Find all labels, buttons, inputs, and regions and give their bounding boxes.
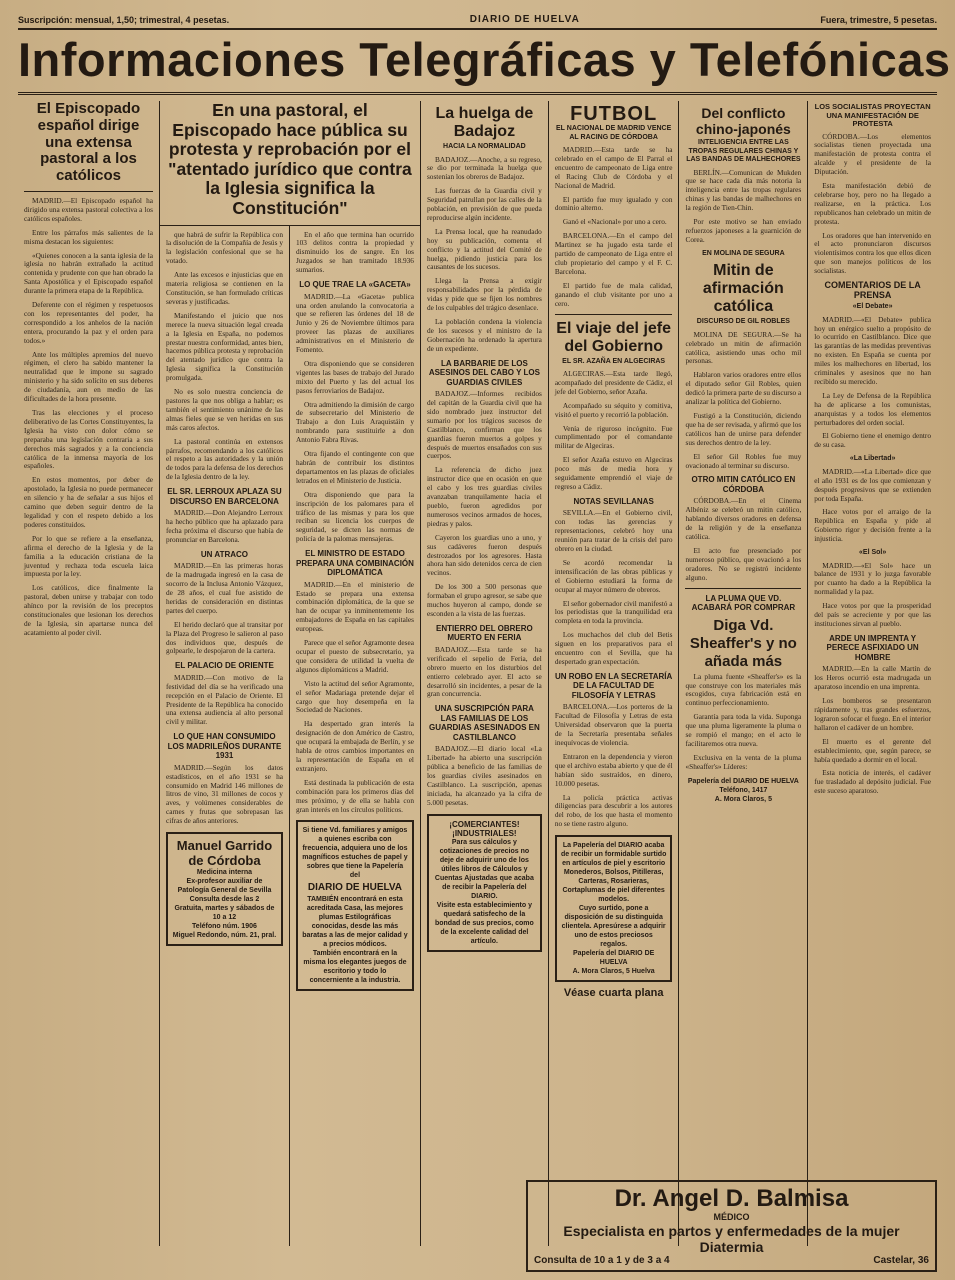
article-paragraph: Entre los párrafos más salientes de la misma destacan los siguientes:	[24, 227, 153, 246]
article-paragraph: BERLÍN.—Comunican de Mukden que se hace cada día más notoria la inteligencia entre las tropas regulares chinas y las bandas de malhechores en la región de Tien-Chin.	[685, 167, 802, 213]
kicker-gil-robles: DISCURSO DE GIL ROBLES	[696, 318, 790, 326]
article-paragraph: El acto fue presenciado por numeroso público, que ovacionó a los oradores. No se registró incidente alguno.	[685, 545, 802, 582]
article-paragraph: Ha despertado gran interés la designación de don Américo de Castro, que ocupará la embajada de Berlín, y se habla de otros cambios importantes en la representación de España en el extranjero.	[295, 719, 414, 773]
ad-line: A. Mora Claros, 5	[714, 795, 772, 803]
divider	[685, 588, 801, 589]
column-2	[160, 226, 290, 1246]
doctor-footer	[534, 1255, 929, 1266]
ad-line: Ex-profesor auxiliar de Patología General de Sevilla	[177, 878, 272, 895]
article-paragraph: Otra fijando el contingente con que habrán de contribuir los distintos departamentos en las plazas de oficiales letrados en el Ministerio de Justicia.	[295, 449, 414, 485]
column-7	[808, 101, 937, 1246]
headline-viaje-gobierno: El viaje del jefe del Gobierno	[556, 319, 672, 355]
top-bar	[18, 14, 937, 30]
article-paragraph: El señor Azaña estuvo en Algeciras poco más de media hora y seguidamente emprendió el viaje de regreso a Cádiz.	[554, 455, 673, 491]
article-paragraph: MADRID.—En la calle Martín de los Heros ocurrió esta madrugada un aparatoso incendio en una imprenta.	[814, 664, 931, 692]
article-paragraph: Otra disponiendo que se consideren vigentes las bases de trabajo del Jurado mixto del Puerto y las del actual los pasos ferroviarios de Badajoz.	[295, 358, 414, 395]
ad-line: Papelería del DIARIO DE HUELVA	[572, 950, 655, 967]
article-paragraph: MADRID.—La «Gaceta» publica una orden anulando la convocatoria a que se refieren las órdenes del 18 de Junio y 26 de Noviembre últimos para proveer las plazas de auxiliares administrativos en el Ministerio de Fomento.	[295, 291, 414, 355]
subhead-lerroux: EL SR. LERROUX APLAZA SU DISCURSO EN BARCELONA	[167, 487, 282, 506]
article-paragraph: MADRID.—«El Debate» publica hoy un enérgico suelto a propósito de lo ocurrido en Castilblanco. Dice que las garantías de las medidas preventivas no existen. En España se cuenta por miles los malhechores en libertad, los criminales y asesinos que no han recibido su merecido.	[814, 314, 931, 386]
ad-comerciantes	[427, 814, 542, 952]
article-paragraph: Los oradores que han intervenido en el acto pronunciaron discursos violentísimos contra los que ellos dicen que son manejos políticos de los socialistas.	[814, 230, 931, 276]
subhead-pluma: LA PLUMA QUE VD. ACABARÁ POR COMPRAR	[691, 593, 796, 613]
newspaper-name: DIARIO DE HUELVA	[469, 14, 580, 25]
article-paragraph: MADRID.—Esta tarde se ha celebrado en el campo de El Parral el encuentro de campeonato de Liga entre el Racing Club de Córdoba y el Nacional de Madrid.	[554, 145, 673, 190]
article-paragraph: MADRID.—«La Libertad» dice que el año 1931 es de los que comienzan y después progresivos que se extienden por toda España.	[814, 466, 931, 503]
article-paragraph: «Quienes conocen a la santa iglesia de la iglesia no habrán extrañado la actitud contenida y prudente con que han obrado la Santa Apostólica y el Episcopado español durante la primera etapa de la República.	[24, 250, 153, 296]
article-paragraph: MADRID.—Con motivo de la festividad del día se ha verificado una recepción en el Palacio de Oriente. El Presidente de la República ha conocido una extensa audiencia al alto personal civil y militar.	[165, 672, 283, 727]
subhead-sol: «El Sol»	[859, 549, 887, 557]
article-paragraph: Está destinada la publicación de esta combinación para los primeros días del mes próximo, y de ella se habla con gran interés en los círculos políticos.	[295, 777, 414, 814]
column-3	[290, 226, 420, 1246]
subhead-mitin-cordoba: OTRO MITIN CATÓLICO EN CÓRDOBA	[691, 475, 796, 494]
article-paragraph: Exclusiva en la venta de la pluma «Sheaffer's» Líderes:	[685, 752, 802, 771]
doctor-name: Dr. Angel D. Balmisa	[614, 1185, 849, 1212]
article-paragraph: Los bomberos se presentaron rápidamente y, tras grandes esfuerzos, lograron sofocar el fuego. En el interior hallaron el cadáver de un hombre.	[814, 696, 931, 732]
subhead-consumo: LO QUE HAN CONSUMIDO LOS MADRILEÑOS DURANTE 1931	[167, 732, 282, 761]
divider	[555, 314, 673, 315]
wide-block	[160, 101, 421, 1246]
article-paragraph: Hablaron varios oradores entre ellos el diputado señor Gil Robles, quien dedicó la primera parte de su discurso a analizar la política del Gobierno.	[685, 370, 802, 407]
doctor-address: Castelar, 36	[873, 1255, 929, 1266]
subscription-left: Suscripción: mensual, 1,50; trimestral, 4 pesetas.	[18, 14, 230, 25]
ad-line: La Papelería del DIARIO acaba de recibir un formidable surtido en artículos de piel y escritorio	[560, 842, 667, 868]
ad-garrido-name: Manuel Garrido de Córdoba	[176, 838, 273, 869]
kicker-molina: EN MOLINA DE SEGURA	[702, 249, 785, 257]
doctor-specialty: Especialista en partos y enfermedades de la mujer	[563, 1223, 900, 1239]
column-6	[679, 101, 808, 1246]
article-paragraph: El muerto es el gerente del establecimiento, que, según parece, se había quedado a dormir en el local.	[814, 736, 931, 764]
subhead-libertad: «La Libertad»	[849, 455, 896, 463]
ad-line: Teléfono núm. 1906	[192, 923, 257, 931]
article-paragraph: MADRID.—En el ministerio de Estado se prepara una extensa combinación diplomática, de la que se han de ocupar ya inminentemente los embajadores de España en las capitales europeas.	[295, 579, 414, 634]
ad-line: DIARIO DE HUELVA	[307, 882, 402, 894]
article-paragraph: BADAJOZ.—El diario local «La Libertad» ha abierto una suscripción pública a beneficio de las familias de los guardias civiles asesinados en Castilblanco. La suscripción, apenas iniciada, ha alcanzado ya la cifra de 5.000 pesetas.	[426, 744, 542, 807]
article-paragraph: Visto la actitud del señor Agramonte, el señor Madariaga pretende dejar el cargo que hoy desempeña en la Sociedad de Naciones.	[295, 678, 414, 715]
ad-doctor-balmisa	[526, 1180, 937, 1272]
ad-line: Papelería del DIARIO DE HUELVA	[687, 777, 799, 785]
ad-line: Si tiene Vd. familiares y amigos a quienes escriba con frecuencia, adquiera uno de los magníficos estuches de papel y sobres que tiene la Papelería del	[302, 827, 408, 880]
ad-line: TAMBIÉN encontrará en esta acreditada Casa, las mejores plumas Estilográficas conocidas, desde las más baratas a las de mejor calidad y a precios módicos.	[302, 896, 408, 949]
ad-line: Cuyo surtido, pone a disposición de su distinguida clientela. Apresúrese a adquirir uno de estos preciosos regalos.	[561, 905, 666, 949]
article-paragraph: Tras las elecciones y el proceso deliberativo de las Cortes Constituyentes, la Iglesia ha visto con dolor cómo se preparaba una legislación contraria a sus derechos más sagrados y a la conciencia católica de la inmensa mayoría de los españoles.	[24, 408, 153, 471]
article-paragraph: El herido declaró que al transitar por la Plaza del Progreso le salieron al paso dos individuos que, después de golpearle, le despojaron de la cartera.	[165, 619, 283, 656]
ad-line: Consulta desde las 2	[189, 896, 260, 904]
article-paragraph: MADRID.—El Episcopado español ha dirigido una extensa pastoral colectiva a los católicos españoles.	[24, 195, 153, 223]
ad-papeleria-estuches	[296, 820, 414, 991]
article-paragraph: MADRID.—Don Alejandro Lerroux ha hecho público que ha aplazado para fecha próxima el discurso que había de pronunciar en Barcelona.	[165, 508, 283, 544]
article-paragraph: MOLINA DE SEGURA.—Se ha celebrado un mitin de afirmación católica, asistiendo unas ocho mil personas.	[685, 329, 802, 366]
kicker-inteligencia: INTELIGENCIA ENTRE LAS TROPAS REGULARES CHINAS Y LAS BANDAS DE MALHECHORES	[686, 139, 801, 163]
article-paragraph: BADAJOZ.—Anoche, a su regreso, se dio por terminada la huelga que sostenían los obreros de Badajoz.	[426, 154, 542, 182]
column-4	[421, 101, 549, 1246]
subhead-entierro: ENTIERRO DEL OBRERO MUERTO EN FERIA	[436, 623, 533, 643]
article-paragraph: Manifestando el juicio que nos merece la nueva situación legal creada a la Iglesia en España, no podemos prestar nuestra conformidad, antes bien, hacemos pública protesta y reprobación del atentado jurídico que contra la Iglesia significa la Constitución promulgada.	[165, 310, 283, 383]
article-paragraph: Parece que el señor Agramonte desea ocupar el puesto de subsecretario, ya que considera de utilidad la vuelta de algunos diplomáticos a Madrid.	[295, 638, 414, 674]
article-paragraph: MADRID.—«El Sol» hace un balance de 1931 y lo juzga favorable por cuanto ha dado a la República la normalidad y la paz.	[814, 560, 931, 597]
subhead-suscripcion: UNA SUSCRIPCIÓN PARA LAS FAMILIAS DE LOS GUARDIAS ASESINADOS EN CASTILBLANCO	[428, 704, 540, 742]
subhead-robo: UN ROBO EN LA SECRETARÍA DE LA FACULTAD DE FILOSOFÍA Y LETRAS	[554, 671, 673, 700]
article-paragraph: SEVILLA.—En el Gobierno civil, con todas las gerencias y representaciones, celebró hoy una reunión para tratar de la crisis del paro obrero en la ciudad.	[554, 508, 673, 553]
article-paragraph: Hace votos por el arraigo de la República en España y pide al Gobierno rigor y decisión frente a la injusticia.	[814, 507, 931, 544]
article-paragraph: BARCELONA.—En el campo del Martinez se ha jugado esta tarde el partido de campeonato de Liga entre el club propietario del campo y el F. C. Barcelona.	[554, 231, 673, 276]
subhead-ministro-estado: EL MINISTRO DE ESTADO PREPARA UNA COMBINACIÓN DIPLOMÁTICA	[296, 549, 414, 578]
subhead-palacio: EL PALACIO DE ORIENTE	[175, 661, 274, 671]
article-paragraph: Entraron en la dependencia y vieron que el archivo estaba abierto y que de él habían sido sustraídos, en dinero, 10.000 pesetas.	[554, 751, 673, 788]
ad-line: Para sus cálculos y cotizaciones de precios no deje de adquirir uno de los útiles libros de Cálculos y Cuentas Ajustadas que acaba de recibir la Papelería del DIARIO.	[434, 838, 534, 900]
article-paragraph: Se acordó recomendar la intensificación de las obras públicas y el Gobierno estudiará la forma de ocupar al mayor número de obreros.	[554, 557, 673, 594]
ad-line: Monederos, Bolsos, Pitilleras, Carteras, Rosarieras, Cortaplumas de piel diferentes modelos.	[562, 869, 665, 904]
article-paragraph: BADAJOZ.—Esta tarde se ha verificado el sepelio de Feria, del obrero muerto en los disturbios del entierro celebrado ayer. El acto se desarrolló sin incidentes, a pesar de la gran concurrencia.	[426, 644, 542, 699]
doctor-title: MÉDICO	[713, 1212, 750, 1222]
ad-line: También encontrará en la misma los elegantes juegos de escritorio y todo lo concerniente a la industria.	[303, 950, 407, 985]
bottom-ads	[18, 1180, 937, 1272]
doctor-hours: Consulta de 10 a 1 y de 3 a 4	[534, 1255, 670, 1266]
article-paragraph: Cayeron los guardias uno a uno, y sus cadáveres fueron después destrozados por los agresores. Hasta ahora han sido detenidos cerca de cien vecinos.	[426, 532, 542, 578]
headline-chino-japones: Del conflicto chino-japonés	[695, 105, 791, 137]
headline-sheaffers: Diga Vd. Sheaffer's y no añada más	[689, 616, 797, 670]
article-paragraph: Esta manifestación debió de celebrarse hoy, pero no ha llegado a realizarse, en la práctica. Los republicanos han celebrado un mitin de protesta.	[814, 181, 931, 226]
headline-futbol: FUTBOL	[570, 103, 658, 125]
article-paragraph: Garantía para toda la vida. Suponga que una pluma ligeramente la pluma o se rompió el mango; en el acto le facilitaremos otra nueva.	[685, 712, 802, 748]
subhead-barbarie: LA BARBARIE DE LOS ASESINOS DEL CABO Y LOS GUARDIAS CIVILES	[428, 358, 540, 387]
article-paragraph: El señor Gil Robles fue muy ovacionado al terminar su discurso.	[685, 451, 802, 470]
column-5	[549, 101, 680, 1246]
section-title: Informaciones Telegráficas y Telefónicas	[18, 34, 937, 95]
doctor-diatermia: Diatermia	[699, 1239, 764, 1255]
see-fourth-page: Véase cuarta plana	[563, 987, 664, 1000]
article-paragraph: que habrá de sufrir la República con la disolución de la Compañía de Jesús y la legislación confesional que se ha votado.	[165, 229, 283, 266]
article-paragraph: Otra admitiendo la dimisión de cargo de subsecretario del Ministerio de Trabajo a don Luis Araquistáin y nombrando para sustituirle a don Antonio Fabra Rivas.	[295, 399, 414, 445]
article-paragraph: Esta noticia de interés, el cadáver fue trasladado al depósito judicial. Fue este suceso aparatoso.	[814, 768, 931, 796]
ad-papeleria-piel	[555, 835, 673, 982]
article-paragraph: De los 300 a 500 personas que formaban el grupo agresor, se sabe que muchos huyeron al campo, donde se esconden a la vista de las fuerzas.	[426, 582, 542, 618]
ad-line: Visite esta establecimiento y quedará satisfecho de la bondad de sus precios, como de la excelente calidad del artículo.	[434, 901, 534, 945]
headline-episcopado: El Episcopado español dirige una extensa pastoral a los católicos	[36, 101, 141, 185]
ad-line: ¡COMERCIANTES! ¡INDUSTRIALES!	[449, 819, 520, 838]
article-paragraph: Fustigó a la Constitución, diciendo que ha de ser revisada, y afirmó que los católicos han de unirse para defender sus derechos dentro de la ley.	[685, 411, 802, 447]
article-paragraph: Por este motivo se han enviado refuerzos japoneses a la guarnición de Corea.	[685, 217, 802, 244]
article-paragraph: No es solo nuestra conciencia de pastores la que nos obliga a hablar; es también el sentimiento unánime de las almas fieles que se ven heridas en sus más caros afectos.	[165, 387, 283, 432]
subscription-right: Fuera, trimestre, 5 pesetas.	[820, 14, 937, 25]
subhead-notas-sevillanas: NOTAS SEVILLANAS	[573, 496, 654, 506]
columns	[18, 101, 937, 1246]
article-paragraph: La Ley de Defensa de la República ha de aplicarse a los comunistas, anarquistas y a todos los elementos perturbadores del orden social.	[814, 390, 931, 427]
kicker-socialistas: LOS SOCIALISTAS PROYECTAN UNA MANIFESTACIÓN DE PROTESTA	[814, 102, 931, 128]
headline-pastoral-protesta: En una pastoral, el Episcopado hace pública su protesta y reprobación por el "atentado jurídico que contra la Iglesia significa la Constitución"	[160, 101, 420, 226]
article-paragraph: La referencia de dicho juez instructor dice que en ocasión en que el cabo y los tres guardias civiles avanzaban tranquilamente hacia el pueblo, fueron agredidos por numerosos vecinos armados de hoces, piedras y palos.	[426, 465, 542, 528]
kicker-normalidad: HACIA LA NORMALIDAD	[443, 143, 526, 150]
article-paragraph: El partido fue de mala calidad, ganando el club visitante por uno a cero.	[554, 280, 673, 308]
subhead-imprenta: ARDE UN IMPRENTA Y PERECE ASFIXIADO UN HOMBRE	[826, 633, 919, 662]
article-paragraph: Deferente con el régimen y respetuosos con los representantes del poder, ha correspondido a los anhelos de la nación entera, procurando la paz y el orden para todos.»	[24, 300, 153, 345]
column-1	[18, 101, 160, 1246]
subhead-gaceta: LO QUE TRAE LA «GACETA»	[299, 280, 411, 290]
kicker-nacional: EL NACIONAL DE MADRID VENCE AL RACING DE CÓRDOBA	[556, 125, 672, 141]
article-paragraph: MADRID.—En las primeras horas de la madrugada ingresó en la casa de socorro de la Inclusa Antonio Vázquez, de 28 años, el cual fue asistido de heridas de consideración en distintas partes del cuerpo.	[165, 561, 283, 615]
subhead-debate: «El Debate»	[852, 303, 893, 311]
article-paragraph: En estos momentos, por deber de apostolado, la Iglesia no puede permanecer en silencio y ha de señalar a sus hijos el camino que deben seguir dentro de la legalidad y con el respeto debido a los poderes constituidos.	[24, 475, 153, 529]
headline-mitin-catolico: Mitin de afirmación católica	[702, 262, 784, 316]
kicker-azana: EL SR. AZAÑA EN ALGECIRAS	[562, 357, 666, 365]
ad-garrido	[166, 832, 283, 946]
ad-line: Teléfono, 1417	[719, 786, 768, 794]
ad-line: A. Mora Claros, 5 Huelva	[572, 968, 655, 976]
ad-line: Gratuita, martes y sábados de 10 a 12	[174, 905, 275, 922]
divider	[24, 191, 153, 192]
headline-huelga-badajoz: La huelga de Badajoz	[435, 105, 534, 140]
article-paragraph: El partido fue muy igualado y con dominio alterno.	[554, 194, 673, 213]
article-paragraph: La población condena la violencia de los sucesos y el ministro de la Gobernación ha ordenado la apertura de un expediente.	[426, 317, 542, 353]
article-paragraph: Otra disponiendo que para la inscripción de los palomares para el tráfico de las mismas y para los que reciban su licencia los cuerpos de seguridad, se dicten las normas de policía de la palomas mensajeras.	[295, 489, 414, 544]
article-paragraph: Los muchachos del club del Betis siguen en los preparativos para el encuentro con el Sevilla, que ha despertado gran expectación.	[554, 630, 673, 666]
ad-line: Miguel Redondo, núm. 21, pral.	[172, 932, 277, 940]
article-paragraph: BADAJOZ.—Informes recibidos del capitán de la Guardia civil que ha sido nombrado juez instructor del sumario por los trágicos sucesos de Castilblanco, confirman que los guardias fueron muertos a golpes y después de muertos ensañados con sus cuerpos.	[426, 389, 542, 461]
article-paragraph: ALGECIRAS.—Esta tarde llegó, acompañado del presidente de Cádiz, el jefe del Gobierno, señor Azaña.	[554, 369, 673, 396]
article-paragraph: Hace votos por que la prosperidad del país se acreciente y por que las instituciones sirvan al pueblo.	[814, 601, 931, 628]
article-paragraph: Venía de riguroso incógnito. Fue cumplimentado por el comandante militar de Algeciras.	[554, 423, 673, 451]
article-paragraph: La pastoral continúa en extensos párrafos, recomendando a los católicos el respeto a las autoridades y la unión de todos para la defensa de los derechos de la Iglesia dentro de la ley.	[165, 436, 283, 482]
article-paragraph: MADRID.—Según los datos estadísticos, en el año 1931 se ha consumido en Madrid 146 millones de litros de vino, 31 millones de cocos y aves, y volúmenes considerables de carnes y frutas que sobrepasan las cifras de años anteriores.	[165, 762, 283, 826]
article-paragraph: Llega la Prensa a exigir responsabilidades por la pérdida de vidas y pide que se fijen los nombres de los culpables del trágico desenlace.	[426, 276, 542, 313]
article-paragraph: Ante las excesos e injusticias que en materia religiosa se contienen en la Constitución, se han formulado críticas severas y justificadas.	[165, 270, 283, 306]
article-paragraph: La Prensa local, que ha reanudado hoy su publicación, comenta el conflicto y la actitud del Comité de huelga, pidiendo justicia para los causantes de los sucesos.	[426, 226, 542, 272]
article-paragraph: Por lo que se refiere a la enseñanza, afirma el derecho de la Iglesia y de la familia a la educación cristiana de la juventud y rechaza toda escuela laica impuesta por la ley.	[24, 533, 153, 579]
article-paragraph: CÓRDOBA.—Los elementos socialistas tienen proyectada una manifestación de protesta contra el alcalde y el presidente de la Diputación.	[814, 131, 931, 177]
article-paragraph: Ante los múltiples apremios del nuevo régimen, el clero ha sabido mantener la neutralidad que le impone su sagrado ministerio y ha sido solícito en sus deberes de ciudadanía, aun en medio de las dificultades de la hora presente.	[24, 349, 153, 404]
ad-line: Medicina interna	[196, 869, 253, 877]
article-paragraph: Los católicos, dice finalmente la pastoral, deben unirse y trabajar con todo ahínco por la revisión de los preceptos constitucionales que lesionan los derechos de la Iglesia, sin apartarse nunca del acatamiento al poder civil.	[24, 583, 153, 637]
article-paragraph: La pluma fuente «Sheaffer's» es la que construye con los materiales más escogidos, cuya fabricación está en continuo perfeccionamiento.	[685, 671, 802, 708]
article-paragraph: BARCELONA.—Los porteros de la Facultad de Filosofía y Letras de esta Universidad observaron que la puerta de la Secretaría presentaba señales inequívocas de violencia.	[554, 702, 673, 747]
headline-comentarios-prensa: COMENTARIOS DE LA PRENSA	[824, 280, 921, 300]
article-paragraph: Acompañado su séquito y comitiva, visitó el puerto y recorrió la población.	[554, 400, 673, 419]
article-paragraph: Ganó el «Nacional» por uno a cero.	[562, 217, 667, 227]
subhead-atraco: UN ATRACO	[200, 549, 249, 559]
wide-row	[160, 226, 420, 1246]
article-paragraph: En el año que termina han ocurrido 103 delitos contra la propiedad y disminuido los de sangre. En los Juzgados se han tramitado 18.936 sumarios.	[295, 229, 414, 275]
article-paragraph: El Gobierno tiene el enemigo dentro de su casa.	[814, 431, 931, 450]
article-paragraph: Las fuerzas de la Guardia civil y Seguridad patrullan por las calles de la población, en previsión de que pueda reproducirse algún incidente.	[426, 186, 542, 222]
article-paragraph: El señor gobernador civil manifestó a los periodistas que la tranquilidad era completa en toda la provincia.	[554, 598, 673, 626]
article-paragraph: La policía práctica activas diligencias para descubrir a los autores del robo, de los que hasta el momento no se tiene rastro alguno.	[554, 792, 673, 829]
article-paragraph: CÓRDOBA.—En el Cinema Albéniz se celebró un mitin católico, hablando diversos oradores en defensa de la religión y de la enseñanza católica.	[685, 496, 802, 542]
